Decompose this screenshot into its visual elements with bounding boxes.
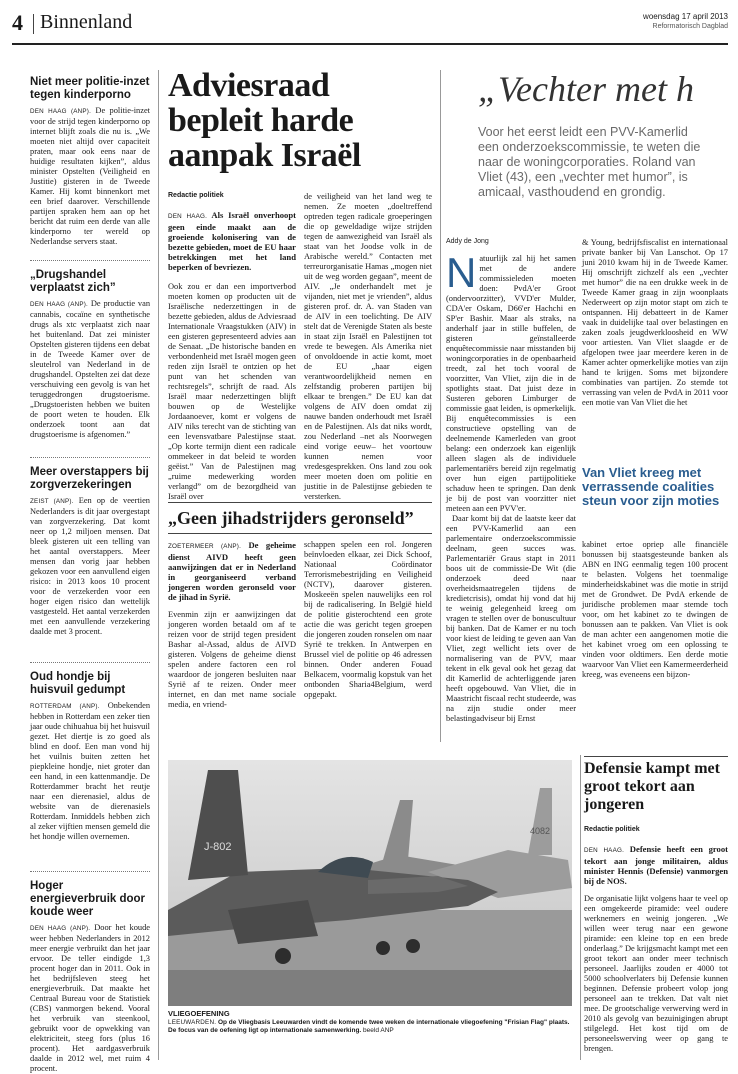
sidebar xyxy=(30,52,151,1073)
jihad-col1-text: Evenmin zijn er aanwijzingen dat jongeren worden betaald om af te reizen voor de strijd tegen president Bashar al-Assad, aldus de AIVD gisteren. Volgens de geheime dienst spelen andere factoren een rol waardoor de jongeren besluiten naar Syrië af te reizen. Onder meer internet, en dan met name sociale media, en vriend- xyxy=(168,610,296,709)
jihad-dateline: ZOETERMEER (ANP). xyxy=(168,543,242,550)
sidebar-item-title: Hoger energieverbruik door koude weer xyxy=(30,880,146,918)
sidebar-item-title: Meer overstappers bij zorgverzekeringen xyxy=(30,466,149,491)
sidebar-item xyxy=(30,880,150,1074)
sidebar-item xyxy=(30,76,150,260)
drop-cap: N xyxy=(446,249,477,296)
vechter-intro: Voor het eerst leidt een PVV-Kamerlid een onderzoekscommissie, te weten die naar de woningcorporaties. Roland van Vliet (43), een „vechter met humor”, is amicaal, vasthoudend en grondig. xyxy=(478,125,701,199)
jihad-lead xyxy=(168,540,296,602)
sidebar-dateline: ROTTERDAM (ANP). xyxy=(30,703,100,710)
main-headline: Adviesraad bepleit harde aanpak Israël xyxy=(168,67,361,174)
photo-caption-dateline: LEEUWARDEN. xyxy=(168,1019,217,1026)
header-date: woensdag 17 april 2013 xyxy=(643,12,728,21)
fighter-jets-photo xyxy=(168,760,572,1006)
vechter-headline: „Vechter met h xyxy=(478,69,694,109)
main-col2-text: de veiligheid van het land weg te nemen. Ze moeten „doeltreffend optreden tegen radicale groeperingen die op geweldadige wijze strijden tegen de aanwezigheid van Israël als staat van het Joodse volk in de Arabische wereld.” Contacten met terreurorganisatie Hamas „mogen niet uit de weg worden gegaan”, meent de AIV. „Je onderhandelt met je vijanden, niet met je vrienden”, aldus gisteren prof. dr. A. van Staden van de AIV in een toelichting. De AIV stelt dat de Verenigde Staten als beste in staat zijn Israël en Palestijnen tot vrede te bewegen. Als Amerika niet of onvoldoende in actie komt, moet de EU „haar eigen verantwoordelijkheid nemen en zelfstandig proberen partijen bij elkaar te brengen.” De EU kan dat volgens de AIV doen omdat zij nauwe banden onderhoudt met Israël en de Palestijnen. Als dat niks wordt, zou Nederland –net als Noorwegen eind vorige eeuw– het voortouw kunnen nemen voor vredesgesprekken. Ons land zou ook meer moeten doen om politie en justitie in de Palestijnse gebieden te versterken. xyxy=(304,192,432,501)
photo-caption xyxy=(168,1010,572,1035)
jihad-col2-text: schappen spelen een rol. Jongeren beïnvloeden elkaar, zei Dick Schoof, Nationaal Coördinator Terrorismebestrijding en Veiligheid (NCTV), daarover gisteren. Moskeeën spelen nauwelijks een rol bij de radicalisering. In België hield de politie gisterochtend een grote actie die was gericht tegen groepen die jongeren zouden ronselen om naar Syrië te trekken. In Antwerpen en Brussel viel de politie op 46 adressen binnen. Onder anderen Fouad Belkacem, voormalig kopstuk van het ontbonden Sharia4Belgium, werd opgepakt. xyxy=(304,540,432,699)
defensie-body xyxy=(584,844,728,1062)
header-divider xyxy=(33,14,34,34)
vechter-col1-rest: Daar komt bij dat de laatste keer dat een PVV-Kamerlid aan een parlementaire onderzoekscommissie deelnam, geen succes was. Parlementariër Graus stapt in 2011 boos uit de commissie-De Wit (die onderzoek deed naar overheidsmaatregelen tijdens de kredietcrisis), omdat hij vond dat hij te weinig gelegenheid kreeg om vragen te stellen over de bonuscultuur bij banken. Dat de Kamer er nu toch voor kiest de leiding te geven aan Van Vliet, zegt wellicht iets over de normalisering van de PVV, maar tekent in elk geval ook het gezag dat dit Kamerlid de achterliggende jaren heeft opgebouwd. Van Vliet, die in Maastricht fiscaal recht studeerde, was na zijn studie onder meer belastingadviseur bij Ernst xyxy=(446,514,576,723)
sidebar-item-body: Onbekenden hebben in Rotterdam een zeker tien jaar oude chihuahua bij het huisvuil gezet. Het diertje is zo goed als blind en doof. Een man vond hij het vuilnis buiten zetten het piepkleine hondje, niet groter dan een hand, in een kattenmandje. De Rotterdammer bracht het reutje naar een dierenasiel, aldus de website van de dierenasiels Rotterdam. Inmiddels hebben zich al zeker vijftien mensen gemeld die het hondje willen overnemen. xyxy=(30,701,151,841)
vechter-col2-bottom xyxy=(582,540,728,744)
main-dateline: DEN HAAG. xyxy=(168,213,208,220)
sidebar-item-body: Door het koude weer hebben Nederlanders in 2012 meer energie verbruikt dan het jaar ervoor. De teller eindigde 1,3 procent hoger dan in 2011. Ook in het bedrijfsleven steeg het energieverbruik. Dat maakte het Centraal Bureau voor de Statistiek (CBS) vanmorgen bekend. Vooral het verbruik van steenkool, gebruikt voor de opwekking van elektriciteit, steeg fors (plus 16 procent). Het aardgasverbruik daalde in 2012 wel, met ruim 4 procent. xyxy=(30,923,151,1073)
main-article-col2 xyxy=(304,192,432,501)
header-rule xyxy=(12,43,728,45)
main-article-col1 xyxy=(168,210,296,501)
sidebar-divider xyxy=(30,260,150,261)
jet-tail-number: 4082 xyxy=(530,826,551,836)
defensie-byline: Redactie politiek xyxy=(584,826,640,833)
page-number: 4 xyxy=(12,10,23,35)
jihad-bottom-rule xyxy=(168,533,432,534)
sidebar-item-text xyxy=(30,701,150,842)
sidebar-dateline: DEN HAAG (ANP). xyxy=(30,925,91,932)
defensie-lead xyxy=(584,844,728,886)
sidebar-item-title: Oud hondje bij huisvuil gedumpt xyxy=(30,671,126,696)
photo-label: VLIEGOEFENING xyxy=(168,1009,230,1018)
sidebar-item xyxy=(30,466,150,662)
vechter-col2-top xyxy=(582,238,728,456)
vechter-col2-bottom-text: kabinet ertoe opriep alle financiële bonussen bij staatsgesteunde banken als ABN en ING eenmalig tegen 100 procent te belasten. Volgens het toenmalige minderheidskabinet was die motie in strijd met de Grondwet. De PvdA erkende de juridische problemen maar stemde toch voor, om het kabinet zo te dwingen de bonussen aan te pakken. Van Vliet is ook de man achter een aangenomen motie die het kabinet vroeg om een oplossing te vinden voor oldtimers. Een derde motie waarvoor Van Vliet een Kamermeerderheid kreeg, was eveneens een bijzon- xyxy=(582,540,728,679)
vechter-col1-first: atuurlijk zal hij het samen met de andere commissieleden moeten doen: PvdA'er Groot (ondervoorzitter), VVD'er Mulder, CDA'er Oskam, D66'er Hachchi en SP'er Bashir. Maar als straks, na anderhalf jaar in stille buffelen, de gisteren geïnstalleerde enquêtecommissie naar misstanden bij woningcorporaties in de openbaarheid treedt, zal het toch vooral de voorzitter, Van Vliet, zijn die in de spotlights staat. Dat juist deze in Susteren geboren Limburger de commissie gaat leiden, is opmerkelijk. Bij enquêtecommissies is een constructieve opstelling van de deelnemende Kamerleden van groot belang: een onderzoek kan eigenlijk alleen slagen als de individuele parlementariërs bereid zijn regelmatig over hun eigen partijpolitieke schaduw heen te springen. Dan denk je bij de post van voorzitter niet meteen aan een PVV'er. xyxy=(446,254,576,513)
sidebar-item-title: Niet meer politie-inzet tegen kinderporno xyxy=(30,76,150,101)
sidebar-dateline: DEN HAAG (ANP). xyxy=(30,108,92,115)
main-col1-text: Ook zou er dan een importverbod moeten komen op producten uit de Israëlische nederzettingen in de bezette gebieden, aldus de Adviesraad Internationale Vraagstukken (AIV) in een gisteren gepresenteerd advies aan de Senaat. „De historische banden en verbondenheid met Israël mogen geen reden zijn Israël te ontzien op het punt van het schenden van rechtsregels”, schrijft de raad. Als Israël maar nederzettingen blijft bouwen op de Westelijke Jordaanoever, komt er volgens de AIV niks terecht van de stichting van een levensvatbare Palestijnse staat. „Op korte termijn dient een radicale ommekeer in dat beleid te worden geëist.” Van de Palestijnen mag „ruime medewerking worden verlangd” om de bezorgdheid van Israël over xyxy=(168,282,296,501)
tarmac-stripe xyxy=(168,970,572,1006)
photo-credit: beeld ANP xyxy=(363,1027,394,1034)
main-byline: Redactie politiek xyxy=(168,192,224,199)
sidebar-item-text xyxy=(30,923,150,1074)
sidebar-item-title: „Drugshandel verplaatst zich” xyxy=(30,269,116,294)
sidebar-item-text xyxy=(30,106,150,247)
sidebar-item-body: De politie-inzet voor de strijd tegen kinderporno op internet blijft zoals die nu is. „We moeten niet altijd over capaciteit praten, maar ook eens naar de huidige resultaten kijken”, aldus minister Opstelten (Veiligheid en Justitie) gisteren in de Tweede Kamer. Hij komt binnenkort met een brief daarover. Verschillende partijen spraken hem aan op het bericht dat ruim een derde van alle kinderporno ter wereld op Nederlandse servers staat. xyxy=(30,106,151,246)
defensie-text: De organisatie lijkt volgens haar te veel op een omgekeerde piramide: veel oudere werknemers en weinig jongeren. „We willen weer terug naar een gewone piramide: een kleine top en een brede onderlaag.” De krijgsmacht kampt met een groot tekort aan onder meer technisch personeel. Jaarlijks zouden er 4000 tot 5000 schoolverlaters bij Defensie kunnen beginnen. Defensie probeert volop jong personeel aan te trekken. Dat valt niet mee. De grootschalige verwerving werd in 2010 als gevolg van bezuinigingen abrupt stilgelegd. Het kost tijd om de personeelswerving weer op gang te brengen. xyxy=(584,894,728,1053)
defensie-top-rule xyxy=(584,756,728,757)
sidebar-item-text xyxy=(30,299,150,440)
header-paper: Reformatorisch Dagblad xyxy=(652,23,728,30)
sidebar-item xyxy=(30,671,150,871)
jihad-headline: „Geen jihadstrijders geronseld” xyxy=(168,508,414,528)
column-rule xyxy=(440,70,441,742)
section-title: Binnenland xyxy=(40,11,133,33)
photo-frame xyxy=(168,760,572,1006)
defensie-lead-text: Defensie heeft een groot tekort aan jonge militairen, aldus minister Hennis (Defensie) vanmorgen bij de NOS. xyxy=(584,844,728,886)
sidebar-item-body: Een op de veertien Nederlanders is dit jaar overgestapt van zorgverzekering. Dat komt neer op 1,2 miljoen mensen. Dat bleek gisteren uit een telling van het aantal overstappers. Meer mensen dan vorig jaar hebben gekozen voor een aanvullend eigen risico: in 2013 koos 10 procent voor de verzekerden voor een hoger eigen risico dan wettelijk vastgesteld. Het aantal verzekerden met een aanvullende verzekering daalde met 3 procent. xyxy=(30,496,150,636)
main-lead xyxy=(168,210,296,272)
vechter-col2-top-text: & Young, bedrijfsfiscalist en internationaal private banker bij Van Lanschot. Op 17 juni 2010 kwam hij in de Tweede Kamer. Hij omschrijft zichzelf als een „vechter met humor” die na een drukke week in de Tweede Kamer graag in zijn woonplaats Nederweert op zijn motor stapt om zich te ontspannen. Hij debatteert in de Kamer vaak in duidelijke taal over belastingen en zaken zoals jeugdwerkloosheid en WW voor artiesten. Van Vliet slaagde er de afgelopen twee jaar meerdere keren in de Kamer achter opmerkelijke moties van zijn hand te krijgen. Soms met bijzondere combinaties van partijen. Zo stemde tot verrassing van velen de PvdA in 2011 voor een motie van Van Vliet die het xyxy=(582,238,728,407)
sidebar-divider xyxy=(30,871,150,872)
sidebar-divider xyxy=(30,457,150,458)
sidebar-item-body: De productie van cannabis, cocaïne en synthetische drugs als xtc verplaatst zich naar het buitenland. Dat zei minister Opstelten gisteren tijdens een debat in de Tweede Kamer over de sleutelrol van Nederland in de drugshandel. Opstelten zei dat deze verschuiving een gevolg is van het teruggedrongen drugstoerisme. „Drugstoeristen hebben we buiten de poort weten te houden. Elk onderzoek toont aan dat drugstoerisme is afgenomen.” xyxy=(30,299,151,439)
sidebar-divider xyxy=(30,662,150,663)
column-rule xyxy=(580,755,581,1060)
sidebar-dateline: ZEIST (ANP). xyxy=(30,498,74,505)
pullquote: Van Vliet kreeg met verrassende coalities steun voor zijn moties xyxy=(582,465,720,508)
jihad-lead-text: De geheime dienst AIVD heeft geen aanwijzingen dat er in Nederland in georganiseerd verband jongeren worden geronseld voor de jihad in Syrië. xyxy=(168,540,296,602)
jihad-col1 xyxy=(168,540,296,709)
sidebar-item xyxy=(30,269,150,457)
jet-tail-number: J-802 xyxy=(204,841,232,853)
defensie-dateline: DEN HAAG. xyxy=(584,847,625,854)
jihad-top-rule xyxy=(168,502,432,503)
sidebar-dateline: DEN HAAG (ANP). xyxy=(30,301,89,308)
photo-caption-text: Op de Vliegbasis Leeuwarden vindt de komende twee weken de internationale vliegoefening "Frisian Flag" plaats. De focus van de oefening ligt op internationale samenwerking. xyxy=(168,1019,570,1034)
main-lead-text: Als Israël onverhoopt geen einde maakt aan de groeiende kolonisering van de bezette gebieden, moet de EU haar betrekkingen met het land beperken of bevriezen. xyxy=(168,210,296,272)
sidebar-item-text xyxy=(30,496,150,637)
vechter-byline: Addy de Jong xyxy=(446,238,489,245)
vechter-col1 xyxy=(446,249,576,744)
column-rule xyxy=(158,70,159,1060)
defensie-headline: Defensie kampt met groot tekort aan jongeren xyxy=(584,760,720,813)
jihad-col2 xyxy=(304,540,432,700)
